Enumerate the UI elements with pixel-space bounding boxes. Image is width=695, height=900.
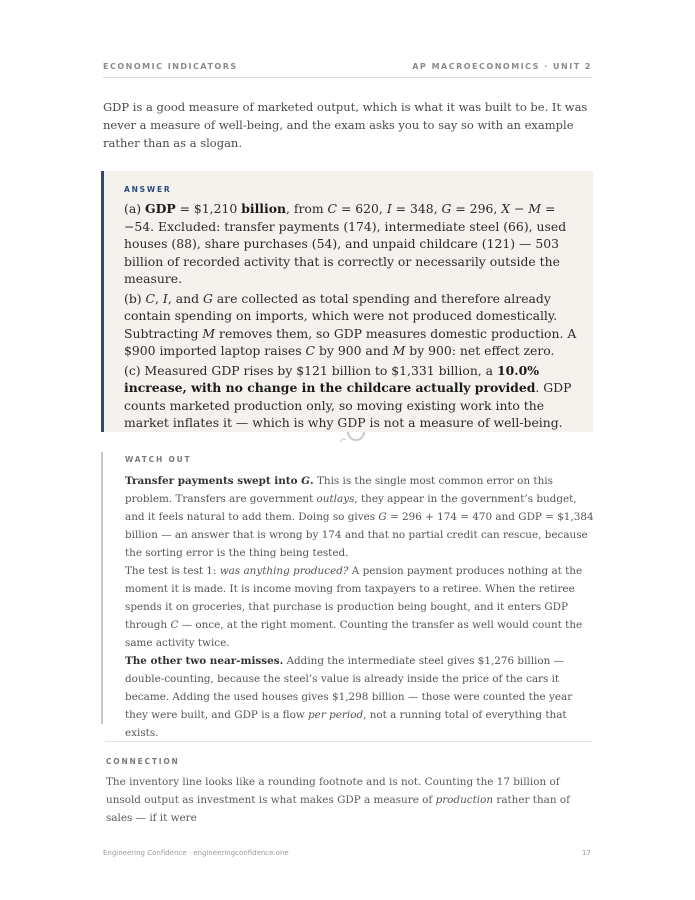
page-number: 17	[582, 849, 591, 857]
answer-part-a: (a) GDP = $1,210 billion, from C = 620, I = 348, G = 296, X − M = −54. Excluded: transfer payments (174), intermediate steel (66), used houses (88), share purchases (54), and unpaid childcare (121) — 503 billion of recorded activity that is correctly or necessarily outside the measure.	[124, 201, 567, 286]
connection-kicker: CONNECTION	[106, 757, 180, 766]
watch-out-callout	[101, 452, 595, 739]
watch-out-paragraph-2: The test is test 1: was anything produced? A pension payment produces nothing at the moment it is made. It is income moving from taxpayers to a retiree. When the retiree spends it on groceries, that purchase is production being bought, and it enters GDP through C — once, at the right moment. Counting the transfer as well would count the same activity twice.	[125, 565, 583, 649]
watch-out-paragraph-3: The other two near-misses. Adding the intermediate steel gives $1,276 billion — double-counting, because the steel’s value is already inside the price of the cars it became. Adding the used houses gives $1,298 billion — those were counted the year they were built, and GDP is a flow per period, not a running total of everything that exists.	[125, 655, 573, 739]
connection-paragraph: The inventory line looks like a rounding footnote and is not. Counting the 17 billion of unsold output as investment is what makes GDP a measure of production rather than of sales — if it were	[106, 776, 570, 824]
intro-paragraph: GDP is a good measure of marketed output, which is what it was built to be. It was never a measure of well-being, and the exam asks you to say so with an example rather than as a slogan.	[103, 100, 588, 150]
answer-part-c: (c) Measured GDP rises by $121 billion to $1,331 billion, a 10.0% increase, with no change in the childcare actually provided. GDP counts marketed production only, so moving existing work into the market inflates it — which is why GDP is not a measure of well-being.	[124, 362, 572, 430]
connection-divider	[105, 741, 592, 742]
watch-out-paragraph-1: Transfer payments swept into G. This is the single most common error on this problem. Transfers are government outlays, they appear in the government’s budget, and it feels natural to add them. Doing so gives G = 296 + 174 = 470 and GDP = $1,384 billion — an answer that is wrong by 174 and that no partial credit can rescue, because the sorting error is the thing being tested.	[125, 475, 594, 559]
section-title: ECONOMIC INDICATORS	[103, 62, 238, 71]
answer-part-b: (b) C, I, and G are collected as total spending and therefore already contain spending on imports, which were not produced domestically. Subtracting M removes them, so GDP measures domestic production. A $900 imported laptop raises C by 900 and M by 900: net effect zero.	[124, 290, 577, 358]
footer-credit: Engineering Confidence · engineeringconfidence.one	[103, 849, 289, 857]
course-unit-label: AP MACROECONOMICS · UNIT 2	[412, 62, 592, 71]
answer-callout	[101, 171, 593, 432]
loading-spinner-icon	[336, 424, 376, 446]
watch-out-kicker: WATCH OUT	[125, 455, 192, 464]
running-head	[103, 62, 592, 71]
answer-kicker: ANSWER	[124, 185, 172, 194]
header-divider	[103, 77, 592, 78]
